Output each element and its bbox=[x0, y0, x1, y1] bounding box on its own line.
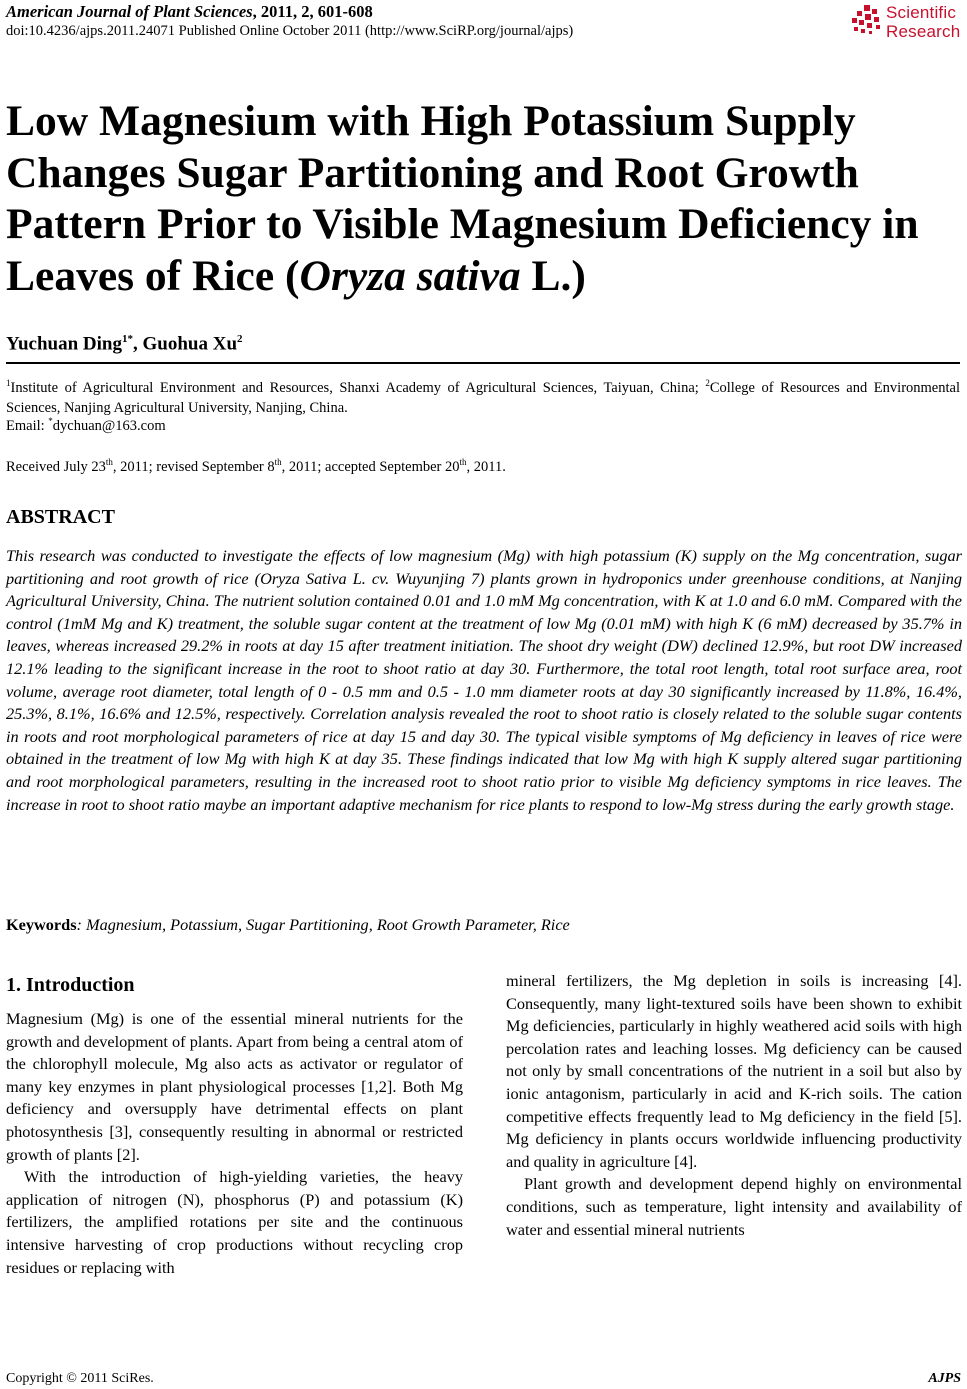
title-line-1: Low Magnesium with High Potassium Supply bbox=[6, 97, 856, 145]
title-line-3: Pattern Prior to Visible Magnesium Deficiency in bbox=[6, 200, 919, 248]
publisher-logo bbox=[850, 2, 966, 44]
keywords-label: Keywords bbox=[6, 915, 77, 934]
email-address[interactable]: dychuan@163.com bbox=[52, 417, 166, 434]
title-line-2: Changes Sugar Partitioning and Root Growth bbox=[6, 148, 859, 197]
email-line bbox=[6, 416, 166, 435]
doi-line: doi:10.4236/ajps.2011.24071 Published Online October 2011 (http://www.SciRP.org/journal/ajps) bbox=[6, 23, 574, 39]
intro-paragraph-2-cont: mineral fertilizers, the Mg depletion in soils is increasing [4]. Consequently, many light-textured soils have been shown to exhibit Mg deficiencies, particularly in highly weathered acid soils with high percolation rates and leaching losses. Mg deficiency can be caused not only by small concentrations of the nutrient in a soil but also by ionic antagonism, particularly in acid and K-rich soils. The cation competitive effects frequently lead to Mg deficiency in the field [5]. Mg deficiency in plants occurs worldwide influencing productivity and quality in agriculture [4]. bbox=[506, 971, 962, 1171]
journal-volume: , 2011, 2, 601-608 bbox=[252, 2, 373, 21]
column-left bbox=[6, 970, 463, 1279]
keywords bbox=[6, 915, 570, 935]
received-date: Received July 23 bbox=[6, 458, 106, 475]
scientific-research-logo-icon bbox=[850, 3, 886, 39]
author-1-sup: 1* bbox=[122, 333, 133, 345]
section-heading-introduction: 1. Introduction bbox=[6, 974, 135, 996]
intro-paragraph-1: Magnesium (Mg) is one of the essential mineral nutrients for the growth and development of plants. Apart from being a central atom of the chlorophyll molecule, Mg also acts as activator or regulator of many key enzymes in plant physiological processes [1,2]. Both Mg deficiency and oversupply have detrimental effects on plant photosynthesis [3], consequently resulting in abnormal or restricted growth of plants [2]. bbox=[6, 1009, 463, 1164]
revised-date: , 2011; revised September 8 bbox=[112, 458, 275, 475]
authors bbox=[6, 333, 243, 355]
intro-paragraph-3: Plant growth and development depend highly on environmental conditions, such as temperature, light intensity and availability of water and essential mineral nutrients bbox=[506, 1174, 962, 1239]
author-2: Guohua Xu bbox=[142, 333, 238, 355]
footer-copyright: Copyright © 2011 SciRes. bbox=[6, 1371, 154, 1386]
affiliations bbox=[6, 373, 960, 418]
logo-word-1: Scientific bbox=[886, 3, 957, 22]
footer-journal-abbr: AJPS bbox=[928, 1371, 961, 1386]
logo-word-2: Research bbox=[886, 22, 961, 41]
affil-1: Institute of Agricultural Environment and Resources, Shanxi Academy of Agricultural Sciences, Taiyuan, China; bbox=[10, 379, 706, 396]
email-label: Email: bbox=[6, 417, 49, 434]
journal-header bbox=[6, 2, 373, 22]
accepted-year: , 2011. bbox=[466, 458, 506, 475]
accepted-sup: th bbox=[459, 457, 467, 467]
column-right bbox=[506, 970, 962, 1241]
received-dates bbox=[6, 457, 506, 476]
journal-name: American Journal of Plant Sciences bbox=[6, 2, 253, 21]
revised-sup: th bbox=[274, 457, 282, 467]
author-1: Yuchuan Ding bbox=[6, 333, 122, 355]
received-sup: th bbox=[105, 457, 113, 467]
email-sup: * bbox=[48, 416, 53, 426]
abstract-text: This research was conducted to investigate the effects of low magnesium (Mg) with high potassium (K) supply on the Mg concentration, sugar partitioning and root growth of rice (Oryza Sativa L. cv. Wuyunjing 7) plants grown in hydroponics under greenhouse conditions, at Nanjing Agricultural University, China. The nutrient solution contained 0.01 and 1.0 mM Mg concentration, with K at 1.0 and 6.0 mM. Compared with the control (1mM Mg and K) treatment, the soluble sugar content at the treatment of low Mg (0.01 mM) with high K (6 mM) decreased by 35.7% in leaves, whereas increased 29.2% in roots at day 15 after treatment initiation. The shoot dry weight (DW) declined 12.9%, but root DW increased 12.1% leading to the significant increase in the root to shoot ratio at day 30. Furthermore, the total root length, total root surface area, root volume, average root diameter, total length of 0 - 0.5 mm and 0.5 - 1.0 mm diameter roots at day 30 significantly increased by 11.8%, 16.4%, 25.3%, 8.1%, 16.6% and 12.5%, respectively. Correlation analysis revealed the root to shoot ratio is closely related to the soluble sugar contents in roots and root morphological parameters of rice at day 15 and day 30. The typical visible symptoms of Mg deficiency in leaves of rice were obtained in the treatment of low Mg with high K at day 35. These findings indicated that low Mg with high K supply altered sugar partitioning and root morphological parameters, resulting in the increased root to shoot ratio prior to visible Mg deficiency symptoms in rice leaves. The increase in root to shoot ratio maybe an important adaptive mechanism for rice plants to respond to low-Mg stress during the early growth stage. bbox=[6, 546, 962, 814]
author-2-sup: 2 bbox=[237, 333, 243, 345]
header-rule bbox=[6, 362, 960, 364]
affil-2: College of Resources and Environmental Sciences, Nanjing Agricultural University, Nanjing, China. bbox=[6, 379, 960, 416]
affil-1-sup: 1 bbox=[6, 378, 11, 388]
paper-title bbox=[6, 96, 956, 302]
title-line-4 bbox=[6, 251, 956, 303]
intro-paragraph-2: With the introduction of high-yielding varieties, the heavy application of nitrogen (N), phosphorus (P) and potassium (K) fertilizers, the amplified rotations per site and the continuous intensive harvesting of crop productions without recycling crop residues or replacing with bbox=[6, 1167, 463, 1277]
title-line-4-pre: Leaves of Rice ( bbox=[6, 251, 300, 300]
abstract-heading: ABSTRACT bbox=[6, 506, 115, 528]
accepted-date: , 2011; accepted September 20 bbox=[281, 458, 460, 475]
title-line-4-post: L.) bbox=[520, 251, 586, 300]
keywords-list: : Magnesium, Potassium, Sugar Partitioning, Root Growth Parameter, Rice bbox=[76, 915, 570, 934]
affil-2-sup: 2 bbox=[705, 378, 710, 388]
author-sep: , bbox=[133, 333, 143, 355]
title-species: Oryza sativa bbox=[299, 251, 521, 300]
